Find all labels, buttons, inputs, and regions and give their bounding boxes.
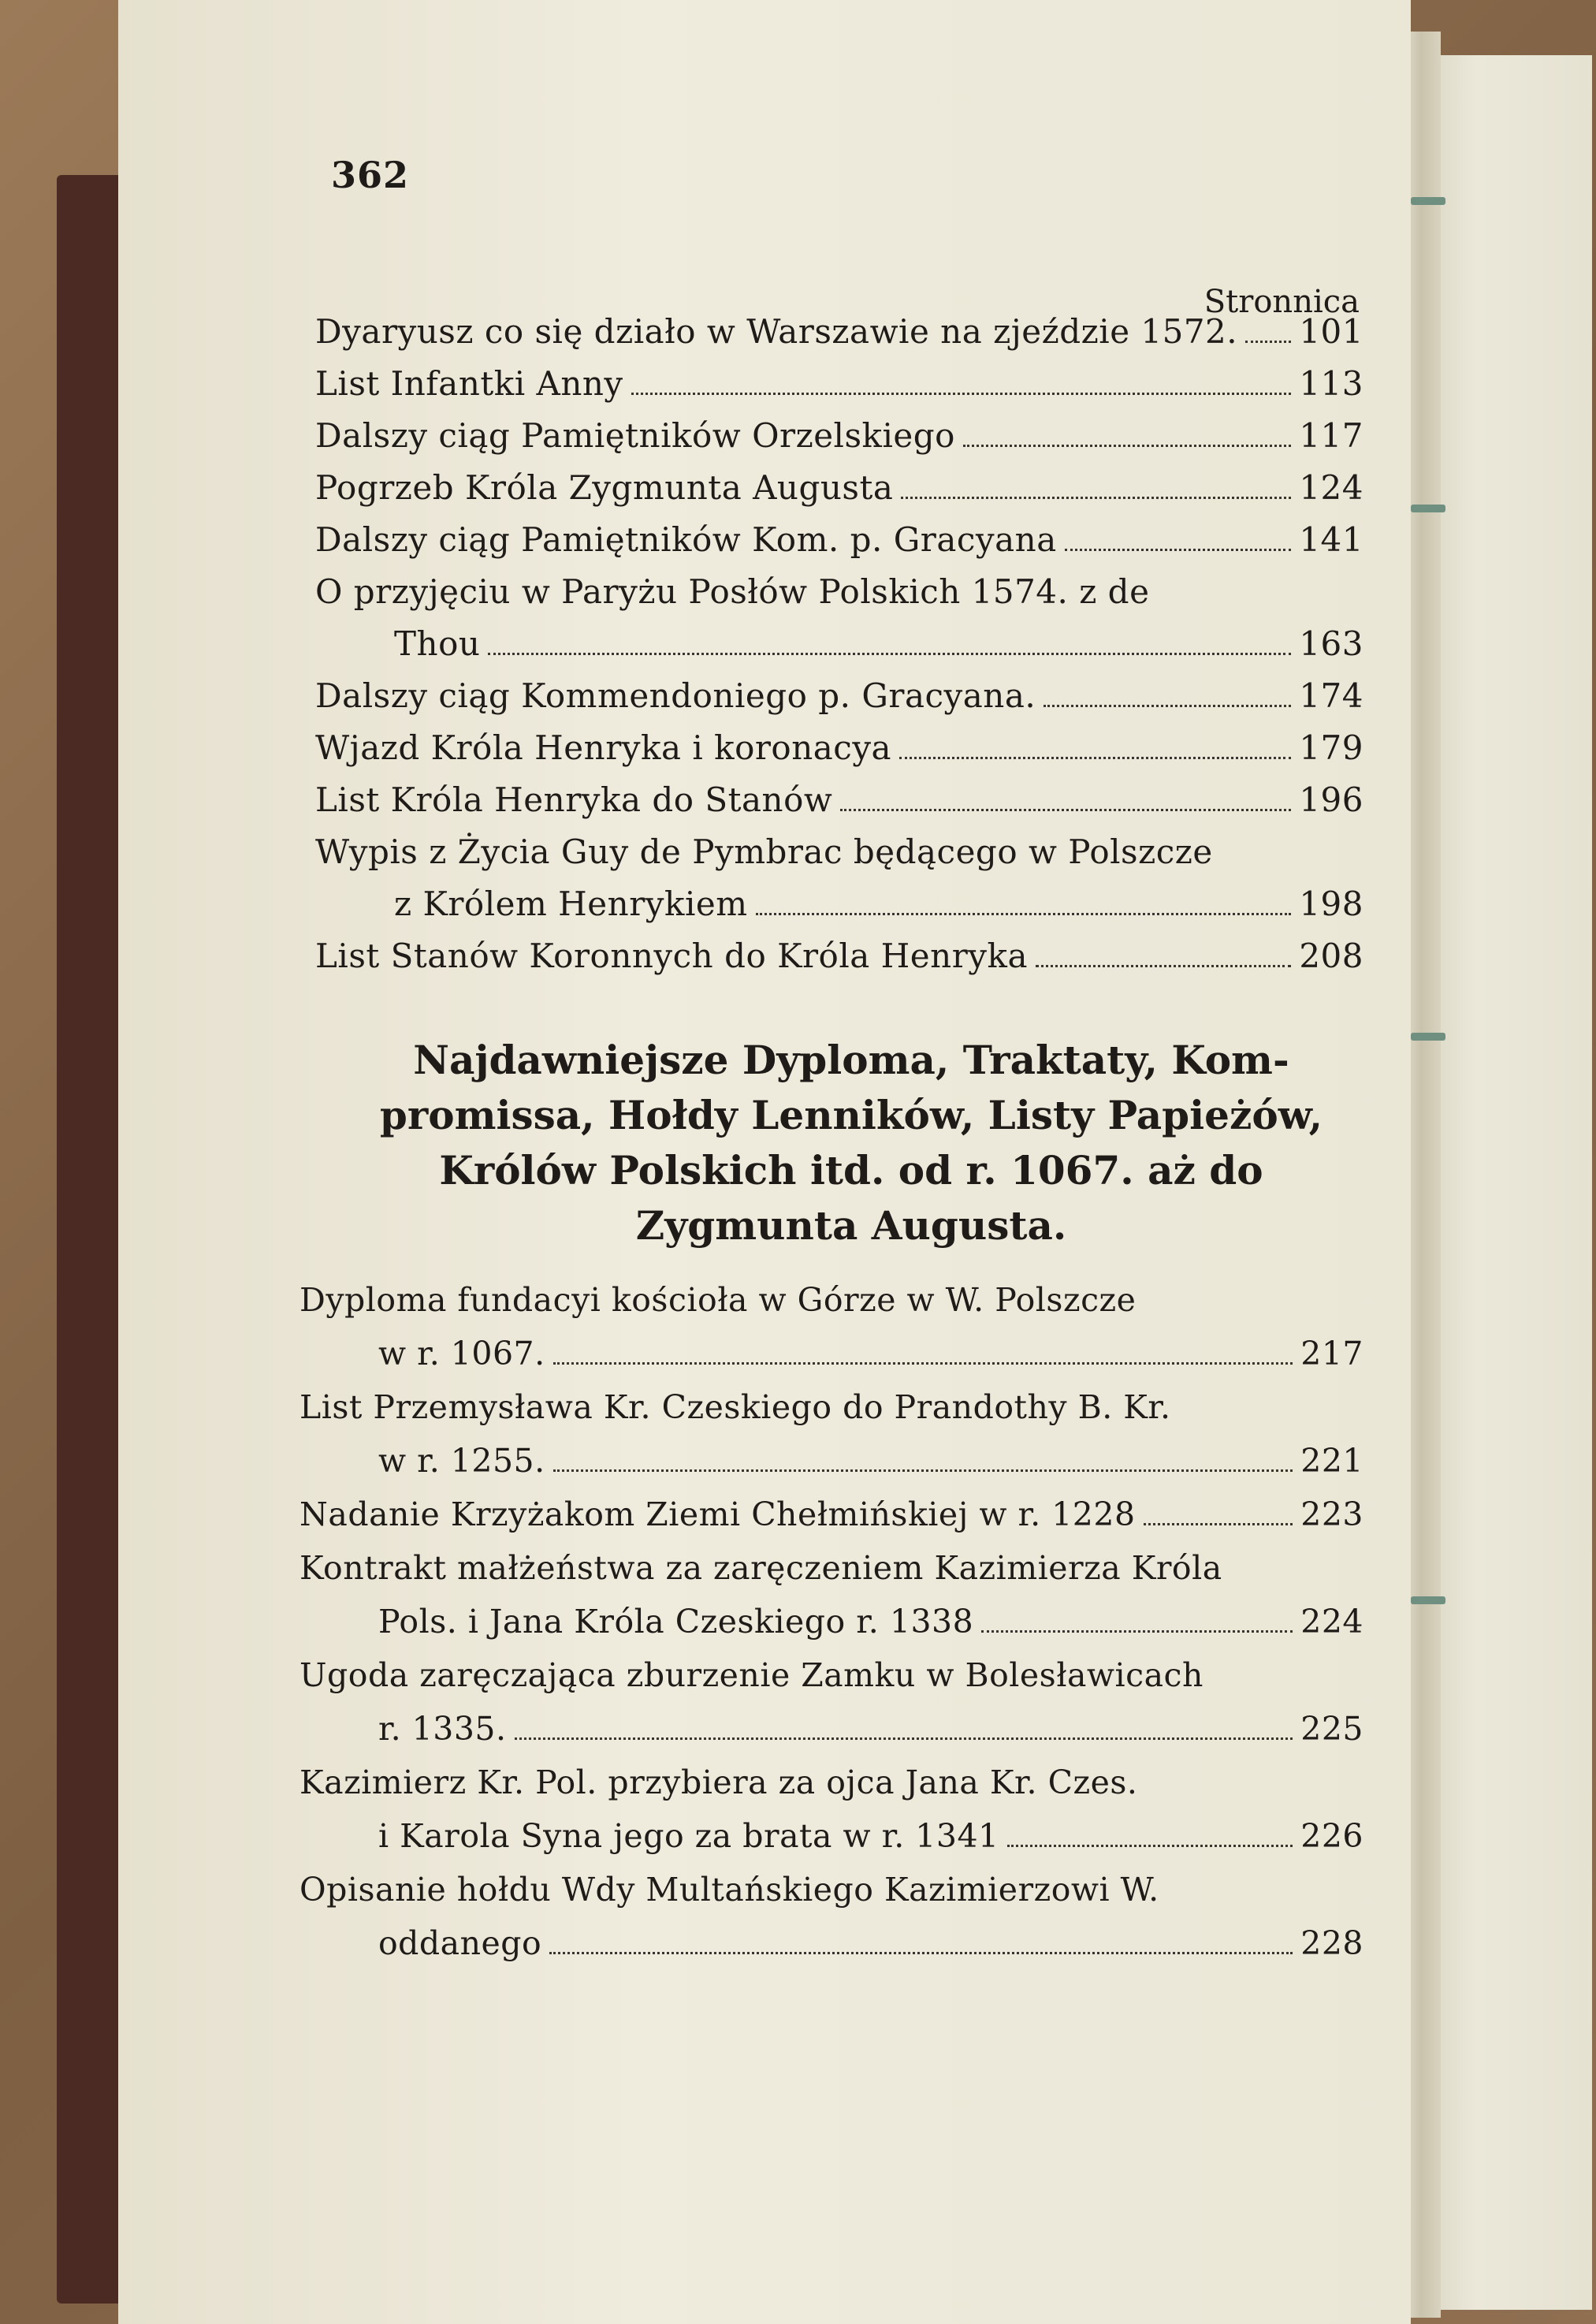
toc-entry	[315, 358, 1363, 410]
binding-stitch	[1411, 1033, 1445, 1041]
dot-leader	[756, 913, 1292, 915]
dot-leader	[488, 653, 1291, 655]
toc-entry-line	[299, 1273, 1363, 1327]
toc-entry-page: 117	[1299, 416, 1363, 455]
dot-leader	[553, 1469, 1293, 1472]
toc-entry-line	[299, 1702, 1363, 1756]
toc-entry-line	[315, 722, 1363, 774]
toc-entry-page: 217	[1300, 1335, 1363, 1372]
toc-entry-line	[299, 1863, 1363, 1916]
toc-entry-page: 198	[1299, 885, 1363, 923]
toc-entry-line	[299, 1434, 1363, 1488]
binding-stitch	[1411, 1596, 1445, 1604]
dot-leader	[1007, 1845, 1293, 1847]
toc-entry-line	[299, 1488, 1363, 1541]
dot-leader	[515, 1737, 1293, 1740]
toc-entry-title: Ugoda zaręczająca zburzenie Zamku w Bolesławicach	[299, 1656, 1204, 1694]
toc-entry-title: Dyaryusz co się działo w Warszawie na zjeździe 1572.	[315, 312, 1238, 351]
toc-entry	[299, 1648, 1363, 1756]
dot-leader	[553, 1362, 1293, 1365]
toc-entry-title: i Karola Syna jego za brata w r. 1341	[378, 1817, 999, 1855]
section-heading-line: Najdawniejsze Dyploma, Traktaty, Kom-	[413, 1037, 1289, 1083]
dot-leader	[1245, 341, 1291, 343]
toc-entry	[315, 774, 1363, 826]
toc-entry-line	[315, 826, 1363, 878]
toc-entry	[315, 410, 1363, 462]
toc-entry-line	[299, 1916, 1363, 1970]
toc-entry-page: 124	[1299, 468, 1363, 507]
toc-entry-title: w r. 1067.	[378, 1335, 545, 1372]
toc-entry-page: 141	[1299, 520, 1363, 559]
toc-entry-page: 226	[1300, 1817, 1363, 1855]
toc-entry-title: Wjazd Króla Henryka i koronacya	[315, 728, 892, 767]
toc-entry	[315, 826, 1363, 930]
toc-entry-title: Dalszy ciąg Kommendoniego p. Gracyana.	[315, 676, 1036, 715]
toc-entry-title: r. 1335.	[378, 1710, 507, 1748]
table-of-contents-part-1	[315, 306, 1363, 982]
toc-entry	[315, 462, 1363, 514]
toc-entry-page: 179	[1299, 728, 1363, 767]
toc-entry	[299, 1756, 1363, 1863]
dot-leader	[963, 445, 1291, 447]
toc-entry-line	[315, 306, 1363, 358]
toc-entry-title: Nadanie Krzyżakom Ziemi Chełmińskiej w r. 1228	[299, 1495, 1136, 1533]
toc-entry-page: 113	[1299, 364, 1363, 403]
page-content	[118, 0, 1411, 2324]
dot-leader	[549, 1952, 1293, 1954]
toc-entry-title: Kazimierz Kr. Pol. przybiera za ojca Jana Kr. Czes.	[299, 1763, 1138, 1801]
dot-leader	[981, 1630, 1293, 1633]
toc-entry	[315, 514, 1363, 566]
toc-entry	[299, 1863, 1363, 1970]
toc-entry-title: Thou	[394, 624, 481, 663]
toc-entry-line	[315, 514, 1363, 566]
toc-entry-title: Pogrzeb Króla Zygmunta Augusta	[315, 468, 894, 507]
section-heading-line: Królów Polskich itd. od r. 1067. aż do	[439, 1147, 1263, 1194]
section-heading-line: Zygmunta Augusta.	[635, 1202, 1067, 1249]
toc-entry-page: 208	[1299, 937, 1363, 975]
dot-leader	[1036, 965, 1291, 967]
toc-entry-title: List Przemysława Kr. Czeskiego do Prandothy B. Kr.	[299, 1388, 1171, 1426]
toc-entry	[299, 1488, 1363, 1541]
toc-entry-line	[315, 462, 1363, 514]
toc-entry-title: oddanego	[378, 1924, 542, 1962]
toc-entry-title: Wypis z Życia Guy de Pymbrac będącego w Polszcze	[315, 832, 1213, 871]
toc-entry	[315, 670, 1363, 722]
toc-entry-title: List Infantki Anny	[315, 364, 623, 403]
toc-entry-page: 163	[1299, 624, 1363, 663]
toc-entry-line	[299, 1595, 1363, 1648]
facing-page	[1427, 55, 1592, 2310]
toc-entry	[299, 1380, 1363, 1488]
dot-leader	[1044, 705, 1291, 707]
toc-entry-page: 228	[1300, 1924, 1363, 1962]
toc-entry-line	[299, 1541, 1363, 1595]
toc-entry-page: 101	[1299, 312, 1363, 351]
toc-entry	[315, 722, 1363, 774]
toc-entry-line	[299, 1756, 1363, 1809]
toc-entry-title: Dalszy ciąg Pamiętników Kom. p. Gracyana	[315, 520, 1057, 559]
toc-entry-line	[315, 774, 1363, 826]
dot-leader	[631, 393, 1292, 395]
toc-entry-line	[315, 930, 1363, 982]
toc-entry-line	[299, 1648, 1363, 1702]
table-of-contents-part-2	[299, 1273, 1363, 1970]
column-header: Stronnica	[1204, 284, 1360, 320]
dot-leader	[840, 809, 1291, 811]
toc-entry-line	[299, 1380, 1363, 1434]
binding-stitch	[1411, 505, 1445, 512]
toc-entry-page: 174	[1299, 676, 1363, 715]
page-number: 362	[331, 154, 410, 196]
toc-entry-title: Kontrakt małżeństwa za zaręczeniem Kazimierza Króla	[299, 1549, 1222, 1587]
toc-entry-title: z Królem Henrykiem	[394, 885, 748, 923]
toc-entry	[299, 1541, 1363, 1648]
toc-entry-line	[315, 358, 1363, 410]
toc-entry-title: w r. 1255.	[378, 1442, 545, 1480]
toc-entry-line	[315, 618, 1363, 670]
toc-entry-title: List Króla Henryka do Stanów	[315, 780, 833, 819]
dot-leader	[1144, 1523, 1293, 1525]
section-heading-line: promissa, Hołdy Lenników, Listy Papieżów,	[379, 1092, 1323, 1138]
toc-entry-line	[315, 566, 1363, 618]
toc-entry-page: 196	[1299, 780, 1363, 819]
toc-entry-page: 221	[1300, 1442, 1363, 1480]
dot-leader	[1065, 549, 1292, 551]
toc-entry-line	[315, 410, 1363, 462]
toc-entry-page: 224	[1300, 1603, 1363, 1641]
dot-leader	[901, 497, 1291, 499]
toc-entry-line	[315, 670, 1363, 722]
toc-entry-title: Opisanie hołdu Wdy Multańskiego Kazimierzowi W.	[299, 1871, 1159, 1909]
toc-entry-title: O przyjęciu w Paryżu Posłów Polskich 1574. z de	[315, 572, 1150, 611]
toc-entry-line	[299, 1327, 1363, 1380]
section-heading	[355, 1033, 1348, 1253]
toc-entry-title: Dalszy ciąg Pamiętników Orzelskiego	[315, 416, 955, 455]
dot-leader	[899, 757, 1291, 759]
toc-entry-line	[315, 878, 1363, 930]
toc-entry-line	[299, 1809, 1363, 1863]
toc-entry-page: 223	[1300, 1495, 1363, 1533]
toc-entry	[315, 306, 1363, 358]
toc-entry-title: Dyploma fundacyi kościoła w Górze w W. Polszcze	[299, 1281, 1137, 1319]
toc-entry-title: List Stanów Koronnych do Króla Henryka	[315, 937, 1028, 975]
toc-entry	[315, 566, 1363, 670]
binding-stitch	[1411, 197, 1445, 205]
toc-entry-title: Pols. i Jana Króla Czeskiego r. 1338	[378, 1603, 974, 1641]
toc-entry	[315, 930, 1363, 982]
toc-entry-page: 225	[1300, 1710, 1363, 1748]
toc-entry	[299, 1273, 1363, 1380]
